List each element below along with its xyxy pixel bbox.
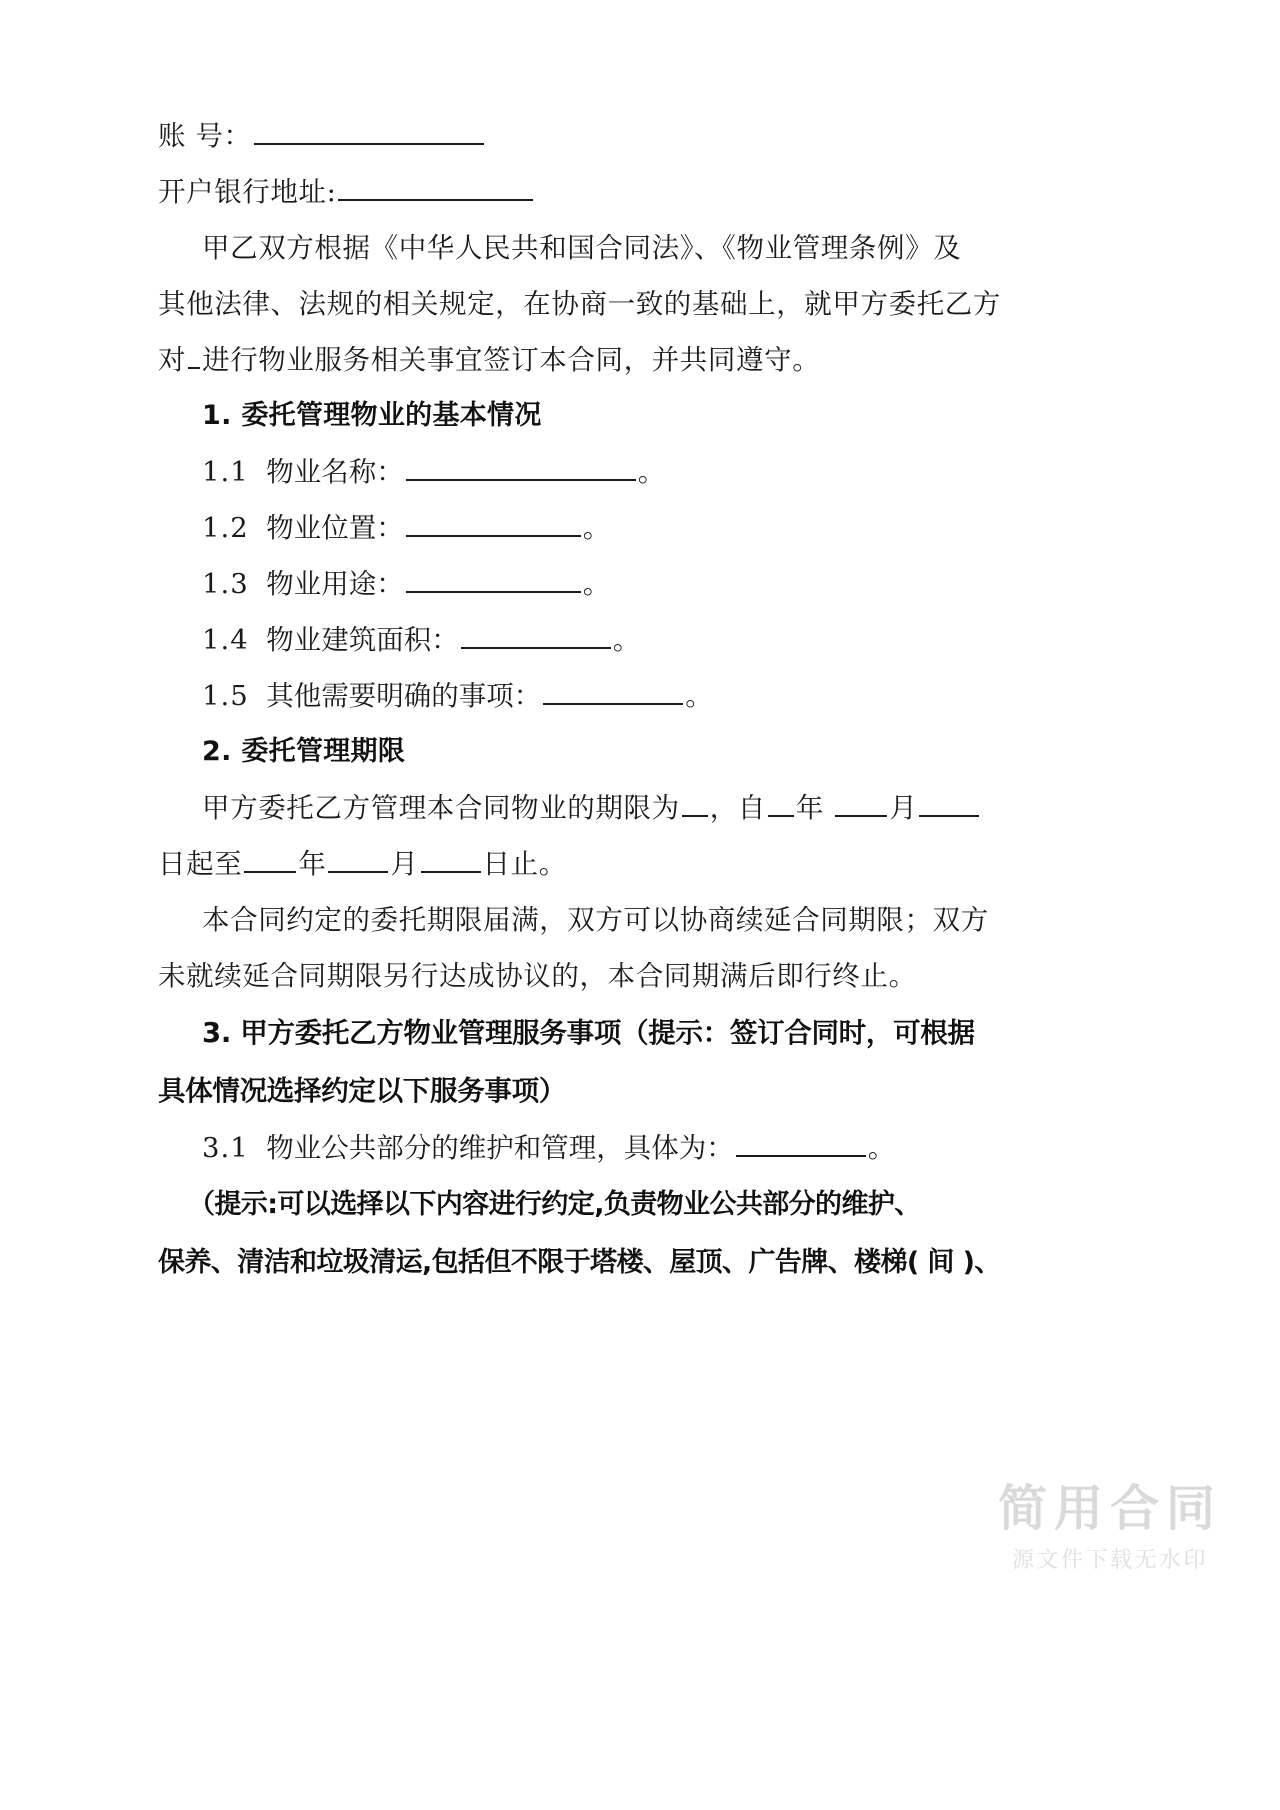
term-start-year-blank[interactable] [768, 789, 794, 817]
item-1-1-end: 。 [637, 456, 666, 488]
preamble-line-1: 甲乙双方根据《中华人民共和国合同法》、《物业管理条例》及 [202, 232, 962, 264]
item-3-1-label: 物业公共部分的维护和管理，具体为： [266, 1132, 734, 1164]
term-end-month-blank[interactable] [328, 845, 388, 873]
watermark-subtitle: 源文件下载无水印 [1011, 1548, 1208, 1573]
term-text-d: 月 [889, 792, 918, 824]
item-1-1-blank[interactable] [406, 453, 636, 481]
item-1-5-end: 。 [685, 680, 713, 712]
section-2-number: 2. [202, 736, 232, 767]
item-3-1 [158, 1120, 980, 1176]
item-1-3-blank[interactable] [406, 565, 581, 593]
section-3-tip-line-2: 保养、清洁和垃圾清运,包括但不限于塔楼、屋顶、广告牌、楼梯( 间 )、 [158, 1247, 1001, 1278]
item-1-5 [158, 668, 980, 724]
section-2-heading [158, 724, 980, 780]
item-3-1-number: 3.1 [202, 1132, 249, 1164]
preamble-line-2: 其他法律、法规的相关规定，在协商一致的基础上，就甲方委托乙方 [158, 288, 1001, 320]
item-1-2-end: 。 [582, 512, 611, 544]
item-1-4-number: 1.4 [202, 624, 249, 656]
preamble-line-3-prefix: 对 [158, 344, 187, 376]
item-3-1-end: 。 [867, 1132, 896, 1164]
section-2-para2-line-1: 本合同约定的委托期限届满，双方可以协商续延合同期限；双方 [202, 904, 989, 936]
section-3-number: 3. [202, 1017, 231, 1049]
item-1-2-label: 物业位置： [266, 512, 404, 544]
section-1-title: 委托管理物业的基本情况 [241, 400, 542, 431]
preamble-line-3 [158, 332, 980, 388]
term-text-f: 年 [298, 848, 327, 880]
item-1-1-number: 1.1 [202, 456, 249, 488]
item-1-2-number: 1.2 [202, 512, 249, 544]
term-text-c: 年 [795, 792, 825, 824]
bank-address-label: 开户银行地址: [158, 176, 337, 208]
term-start-day-blank[interactable] [919, 789, 979, 817]
bank-address-blank[interactable] [338, 173, 533, 201]
item-3-1-blank[interactable] [736, 1129, 866, 1157]
document-body [158, 108, 1001, 1292]
item-1-5-blank[interactable] [543, 677, 683, 705]
term-text-e: 日起至 [158, 848, 243, 880]
item-1-3 [158, 556, 980, 612]
section-1-heading [158, 388, 980, 444]
section-1-number: 1. [202, 400, 232, 431]
item-1-5-label: 其他需要明确的事项： [266, 680, 542, 712]
term-text-a: 甲方委托乙方管理本合同物业的期限为 [202, 792, 680, 824]
item-1-2 [158, 500, 980, 556]
account-number-line [158, 108, 980, 164]
account-number-label: 账 号： [158, 120, 252, 152]
bank-address-line [158, 164, 980, 220]
term-end-year-blank[interactable] [244, 845, 296, 873]
item-1-3-end: 。 [582, 568, 611, 600]
item-1-1 [158, 444, 980, 500]
item-1-4-end: 。 [612, 624, 641, 656]
section-3-heading-line-1 [158, 1004, 980, 1062]
preamble-line-3-suffix: 进行物业服务相关事宜签订本合同，并共同遵守。 [202, 344, 821, 376]
item-1-2-blank[interactable] [406, 509, 581, 537]
term-text-g: 月 [390, 848, 419, 880]
item-1-1-label: 物业名称： [266, 456, 404, 488]
item-1-5-number: 1.5 [202, 680, 249, 712]
term-duration-blank[interactable] [682, 789, 708, 817]
item-1-4-label: 物业建筑面积： [266, 624, 459, 656]
term-start-month-blank[interactable] [835, 789, 887, 817]
section-2-term-line-1 [158, 780, 980, 836]
term-end-day-blank[interactable] [421, 845, 481, 873]
section-2-para2-line-2: 未就续延合同期限另行达成协议的，本合同期满后即行终止。 [158, 960, 917, 992]
term-text-h: 日止。 [482, 848, 567, 880]
item-1-3-number: 1.3 [202, 568, 249, 600]
section-2-term-line-2 [158, 836, 980, 892]
section-2-title: 委托管理期限 [241, 736, 406, 767]
preamble-object-blank[interactable] [188, 341, 200, 369]
item-1-4-blank[interactable] [461, 621, 611, 649]
account-number-blank[interactable] [254, 117, 484, 145]
watermark-brand: 简用合同 [997, 1479, 1222, 1537]
section-3-title-part-1: 甲方委托乙方物业管理服务事项（提示：签订合同时，可根据 [240, 1017, 975, 1049]
section-3-heading-line-2: 具体情况选择约定以下服务事项） [158, 1075, 566, 1107]
item-1-4 [158, 612, 980, 668]
term-text-b: ，自 [709, 792, 766, 824]
watermark [998, 1481, 1222, 1574]
section-3-tip-line-1: （提示:可以选择以下内容进行约定,负责物业公共部分的维护、 [188, 1189, 921, 1220]
item-1-3-label: 物业用途： [266, 568, 404, 600]
